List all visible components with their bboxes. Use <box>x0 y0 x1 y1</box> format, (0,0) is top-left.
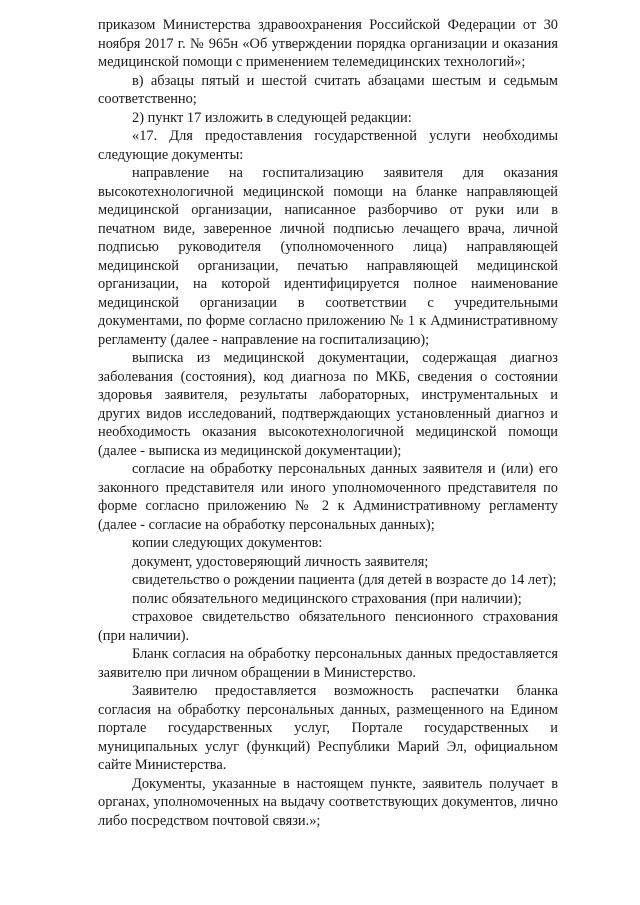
paragraph: «17. Для предоставления государственной услуги необходимы следующие документы: <box>98 128 558 163</box>
paragraph: свидетельство о рождении пациента (для детей в возрасте до 14 лет); <box>132 572 557 588</box>
paragraph: в) абзацы пятый и шестой считать абзацами шестым и седьмым соответственно; <box>98 72 558 107</box>
paragraph: копии следующих документов: <box>132 535 323 551</box>
paragraph: Заявителю предоставляется возможность распечатки бланка согласия на обработку персональных данных, размещенного на Едином портале государственных услуг, Портале государственных и муниципальных услуг (функций) Республики Марий Эл, официальном сайте Министерства. <box>98 683 558 773</box>
paragraph: 2) пункт 17 изложить в следующей редакции: <box>132 109 412 126</box>
paragraph: согласие на обработку персональных данных заявителя и (или) его законного представителя или иного уполномоченного представителя по форме согласно приложению № 2 к Административному регламенту (далее - согласие на обработку персональных данных); <box>98 461 558 533</box>
paragraph: документ, удостоверяющий личность заявителя; <box>132 553 429 570</box>
paragraph: приказом Министерства здравоохранения Российской Федерации от 30 ноября 2017 г. № 965н «Об утверждении порядка организации и оказания медицинской помощи с применением телемедицинских технологий»; <box>98 17 558 70</box>
paragraph: направление на госпитализацию заявителя для оказания высокотехнологичной медицинской помощи на бланке направляющей медицинской организации, написанное разборчиво от руки или в печатном виде, заверенное личной подписью лечащего врача, личной подписью руководителя (уполномоченного лица) направляющей медицинской организации, печатью направляющей медицинской организации, на которой идентифицируется полное наименование медицинской организации в соответствии с учредительными документами, по форме согласно приложению № 1 к Административному регламенту (далее - направление на госпитализацию); <box>98 165 558 348</box>
document-page <box>98 16 558 830</box>
paragraph: Документы, указанные в настоящем пункте, заявитель получает в органах, уполномоченных на выдачу соответствующих документов, лично либо посредством почтовой связи.»; <box>98 775 558 829</box>
paragraph: полис обязательного медицинского страхования (при наличии); <box>132 590 522 607</box>
paragraph: страховое свидетельство обязательного пенсионного страхования (при наличии). <box>98 609 558 644</box>
paragraph: выписка из медицинской документации, содержащая диагноз заболевания (состояния), код диагноза по МКБ, сведения о состоянии здоровья заявителя, результаты лабораторных, инструментальных и других видов исследований, подтверждающих установленный диагноз и необходимость оказания высокотехнологичной медицинской помощи (далее - выписка из медицинской документации); <box>98 350 558 459</box>
paragraph: Бланк согласия на обработку персональных данных предоставляется заявителю при личном обращении в Министерство. <box>98 646 558 681</box>
